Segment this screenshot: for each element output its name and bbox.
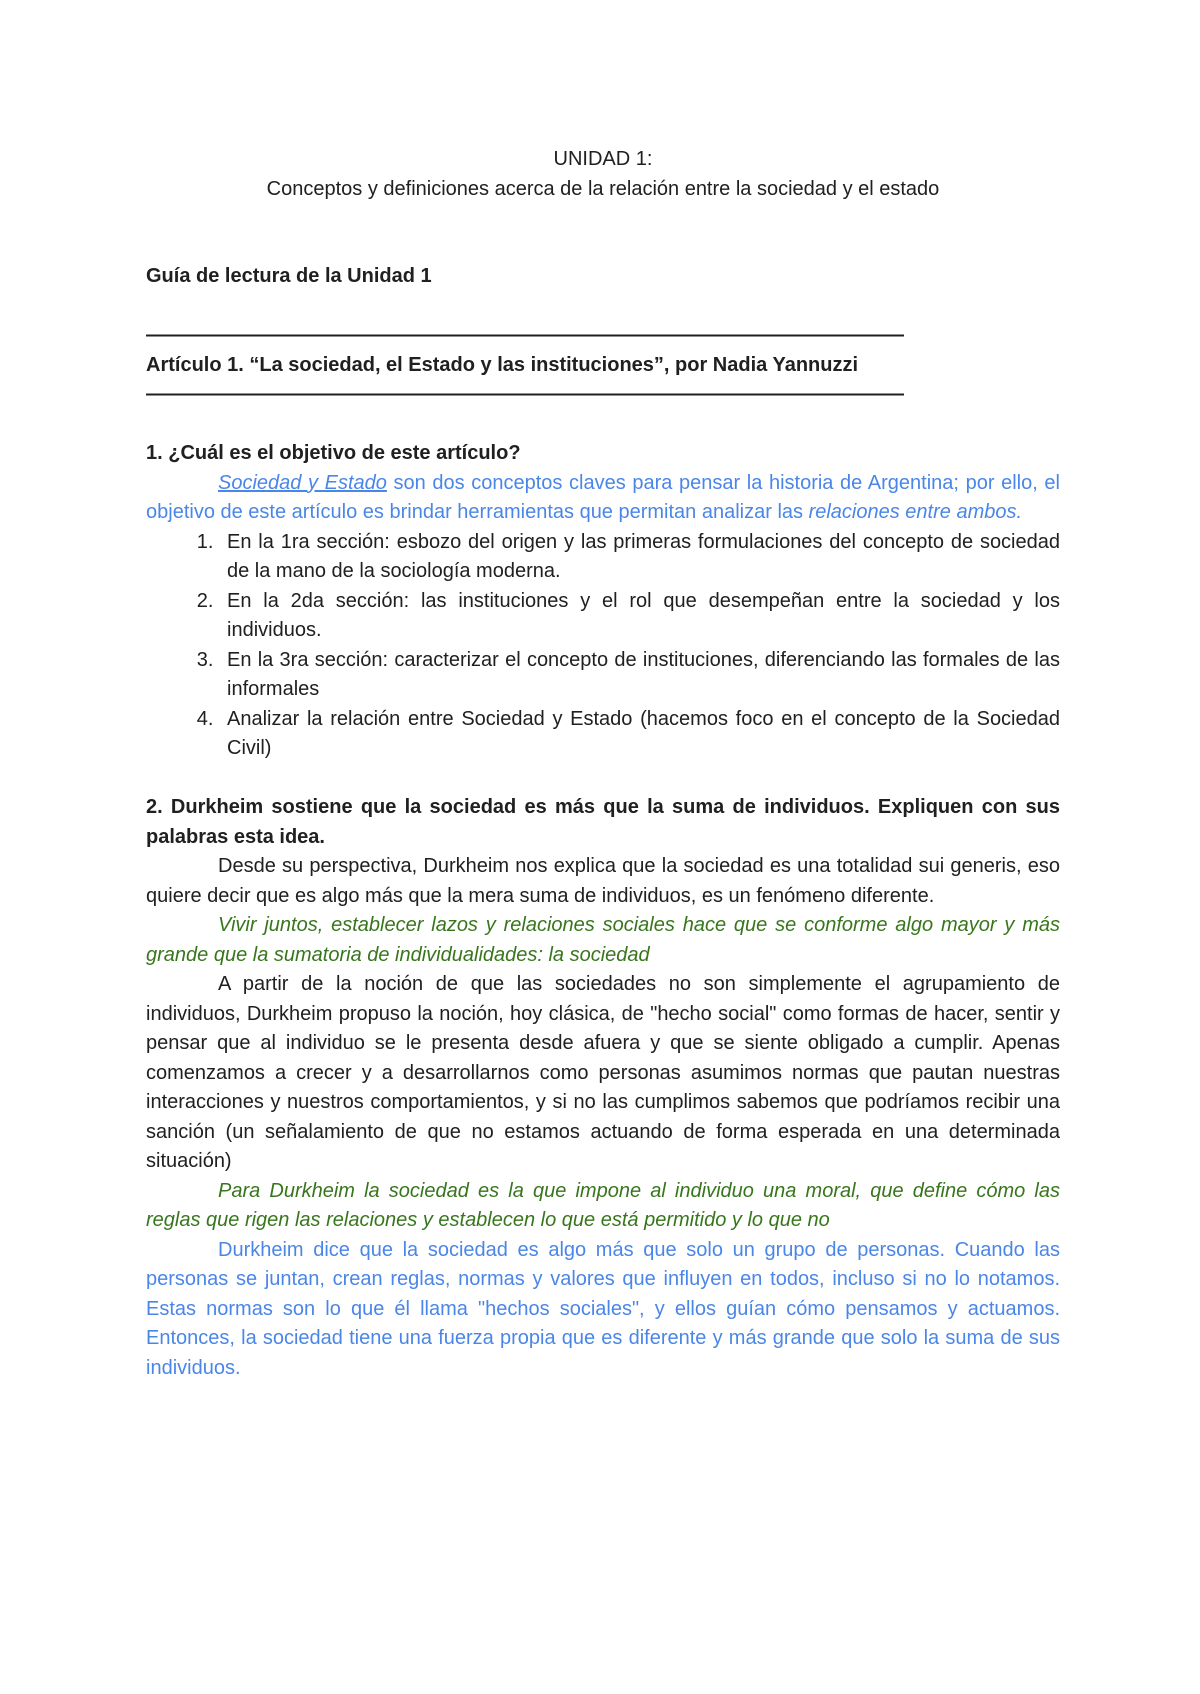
answer-link-sociedad-estado[interactable]: Sociedad y Estado	[218, 471, 387, 494]
spacer	[146, 292, 1060, 322]
horizontal-rule-bottom: ——————————————————————————————————————————	[146, 383, 902, 405]
list-item: 4. Analizar la relación entre Sociedad y Estado (hacemos foco en el concepto de la Sociedad Civil)	[219, 705, 1060, 764]
question-2-paragraph-1: Desde su perspectiva, Durkheim nos explica que la sociedad es una totalidad sui generis, eso quiere decir que es algo más que la mera suma de individuos, es un fenómeno diferente.	[146, 855, 1060, 907]
guide-title: Guía de lectura de la Unidad 1	[146, 265, 432, 287]
question-2-heading: 2. Durkheim sostiene que la sociedad es más que la suma de individuos. Expliquen con sus palabras esta idea.	[146, 796, 1060, 848]
question-2-paragraph-2: Vivir juntos, establecer lazos y relaciones sociales hace que se conforme algo mayor y más grande que la sumatoria de individualidades: la sociedad	[146, 914, 1060, 966]
question-2-paragraph-4: Para Durkheim la sociedad es la que impone al individuo una moral, que define cómo las reglas que rigen las relaciones y establecen lo que está permitido y lo que no	[146, 1179, 1060, 1231]
question-1-answer	[146, 469, 1060, 528]
spacer	[146, 204, 1060, 262]
question-2-paragraph-5: Durkheim dice que la sociedad es algo más que solo un grupo de personas. Cuando las personas se juntan, crean reglas, normas y valores que influyen en todos, incluso si no lo notamos. Estas normas son lo que él llama "hechos sociales", y ellos guían cómo pensamos y actuamos. Entonces, la sociedad tiene una fuerza propia que es diferente y más grande que solo la suma de sus individuos.	[146, 1238, 1060, 1379]
list-item: 2. En la 2da sección: las instituciones y el rol que desempeñan entre la sociedad y los individuos.	[219, 587, 1060, 646]
spacer	[146, 410, 1060, 440]
question-2-paragraph-3: A partir de la noción de que las sociedades no son simplemente el agrupamiento de individuos, Durkheim propuso la noción, hoy clásica, de "hecho social" como formas de hacer, sentir y pensar que al individuo se le presenta desde afuera y que se siente obligado a cumplir. Apenas comenzamos a crecer y a desarrollarnos como personas asumimos normas que pautan nuestras interacciones y nuestros comportamientos, y si no las cumplimos sabemos que podríamos recibir una sanción (un señalamiento de que no estamos actuando de forma esperada en una determinada situación)	[146, 973, 1060, 1172]
unit-title: UNIDAD 1:	[553, 148, 653, 170]
list-item: 1. En la 1ra sección: esbozo del origen y las primeras formulaciones del concepto de sociedad de la mano de la sociología moderna.	[219, 528, 1060, 587]
spacer	[146, 764, 1060, 794]
question-1-heading: 1. ¿Cuál es el objetivo de este artículo?	[146, 442, 521, 464]
answer-text: son dos conceptos claves para pensar la historia de Argentina; por ello, el objetivo de este artículo es brindar herramientas que permitan analizar las	[146, 471, 1060, 523]
article-title: Artículo 1. “La sociedad, el Estado y las instituciones”, por Nadia Yannuzzi	[146, 353, 859, 376]
unit-subtitle: Conceptos y definiciones acerca de la relación entre la sociedad y el estado	[266, 177, 940, 200]
list-item: 3. En la 3ra sección: caracterizar el concepto de instituciones, diferenciando las formales de las informales	[219, 646, 1060, 705]
horizontal-rule-top: ——————————————————————————————————————————	[146, 324, 902, 346]
answer-italic: relaciones entre ambos.	[808, 501, 1023, 523]
sections-list	[146, 528, 1060, 764]
